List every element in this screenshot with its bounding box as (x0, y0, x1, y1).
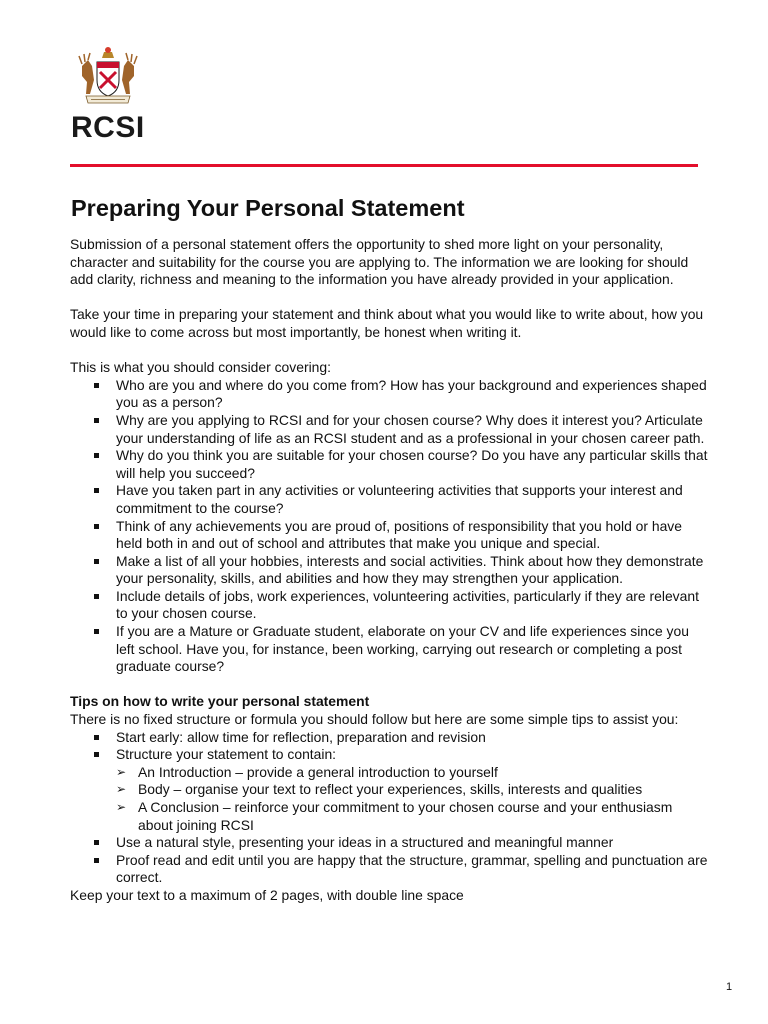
advice-paragraph: Take your time in preparing your statement and think about what you would like to write about, how you would like to come across but most importantly, be honest when writing it. (70, 306, 704, 340)
sublist-item: ➢ An Introduction – provide a general introduction to yourself (70, 764, 710, 782)
list-item: Include details of jobs, work experiences, volunteering activities, particularly if they are relevant to your chosen course. (70, 588, 710, 623)
list-item: Think of any achievements you are proud of, positions of responsibility that you hold or have held both in and out of school and attributes that make you unique and special. (70, 518, 710, 553)
rcsi-logo-text: RCSI (71, 111, 145, 144)
page-title: Preparing Your Personal Statement (71, 195, 465, 221)
list-item: Make a list of all your hobbies, interests and social activities. Think about how they demonstrate your personality, skills, and abilities and how they may strengthen your application. (70, 553, 710, 588)
list-item: Why are you applying to RCSI and for your chosen course? Why does it interest you? Articulate your understanding of life as an RCSI student and as a professional in your chosen career path. (70, 412, 710, 447)
list-item: Who are you and where do you come from? How has your background and experiences shaped you as a person? (70, 377, 710, 412)
list-item: Start early: allow time for reflection, preparation and revision (70, 729, 710, 747)
consider-heading: This is what you should consider covering: (70, 359, 331, 376)
header-rule (70, 164, 698, 167)
page-number: 1 (726, 981, 733, 993)
list-item: Have you taken part in any activities or volunteering activities that supports your interest and commitment to the course? (70, 482, 710, 517)
list-item: If you are a Mature or Graduate student, elaborate on your CV and life experiences since you left school. Have you, for instance, been working, carrying out research or completing a post graduate course? (70, 623, 710, 676)
list-item: Why do you think you are suitable for your chosen course? Do you have any particular skills that will help you succeed? (70, 447, 710, 482)
rcsi-crest-logo (76, 46, 140, 108)
document-body (70, 236, 710, 905)
structure-sublist (70, 764, 710, 834)
tips-intro: There is no fixed structure or formula you should follow but here are some simple tips to assist you: (70, 711, 679, 728)
consider-list (70, 377, 710, 676)
closing-note: Keep your text to a maximum of 2 pages, with double line space (70, 886, 464, 903)
sublist-item: ➢ Body – organise your text to reflect your experiences, skills, interests and qualities (70, 781, 710, 799)
tips-list (70, 729, 710, 887)
structure-label: Structure your statement to contain: (116, 746, 337, 763)
sublist-item: ➢ A Conclusion – reinforce your commitment to your chosen course and your enthusiasm about joining RCSI (70, 799, 710, 834)
list-item: Use a natural style, presenting your ideas in a structured and meaningful manner (70, 834, 710, 852)
tips-heading: Tips on how to write your personal statement (70, 693, 370, 710)
list-item: Proof read and edit until you are happy that the structure, grammar, spelling and punctuation are correct. (70, 852, 710, 887)
intro-paragraph: Submission of a personal statement offers the opportunity to shed more light on your personality, character and suitability for the course you are applying to. The information we are looking for should add clarity, richness and meaning to the information you have already provided in your application. (70, 236, 689, 288)
list-item (70, 746, 710, 834)
